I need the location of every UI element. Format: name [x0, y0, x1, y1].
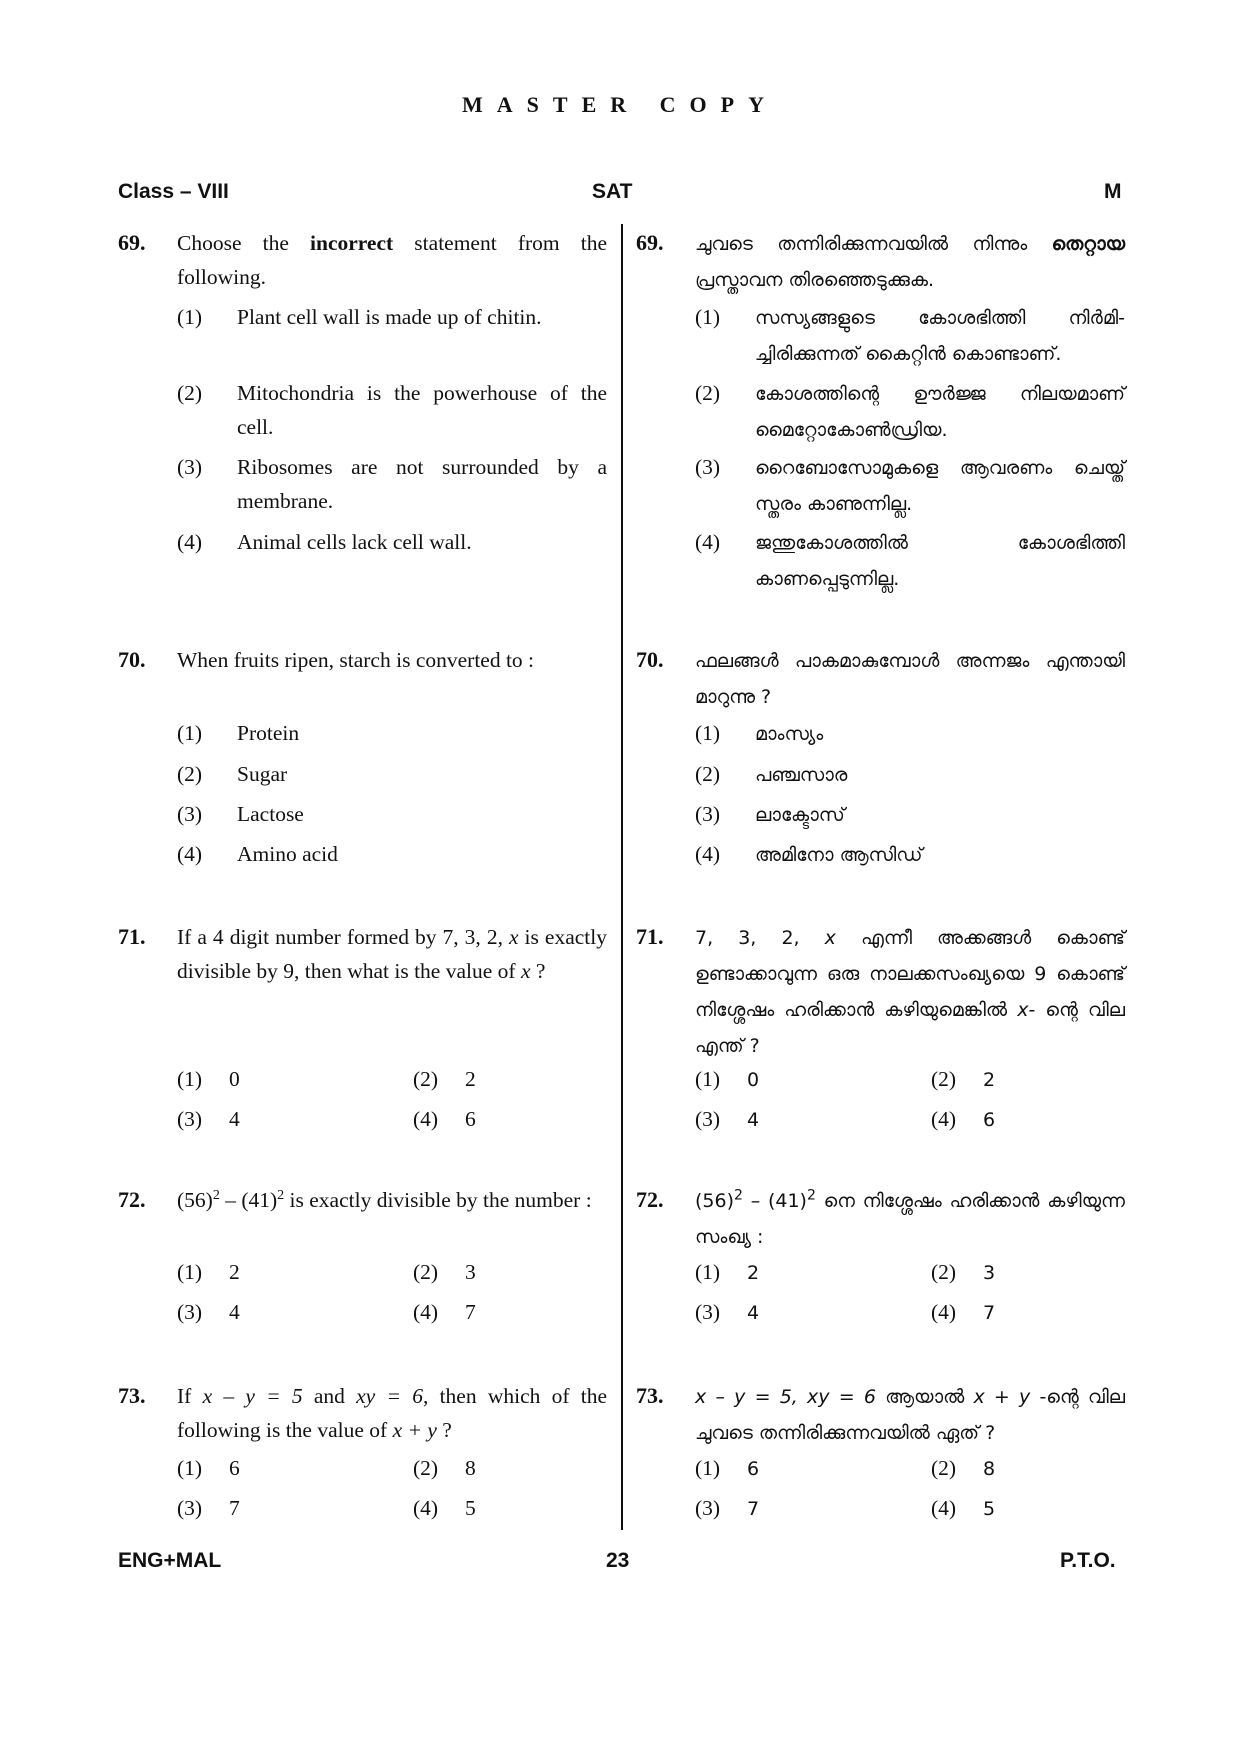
exam-label: SAT [592, 180, 633, 203]
question-stem: $(56)^2 - (41)^2$ is exactly divisible by the number : [177, 1187, 592, 1212]
question-stem: $(56)^2 - (41)^2$ നെ നിശ്ശേഷം ഹരിക്കാൻ കഴിയുന്ന സംഖ്യ : [695, 1187, 1125, 1248]
question-stem: Choose the incorrect statement from the following. [177, 231, 607, 289]
question-number: 72. [118, 1187, 146, 1212]
question-number: 69. [636, 230, 664, 255]
question-number: 71. [636, 924, 664, 949]
question-stem: If a 4 digit number formed by 7, 3, 2, x is exactly divisible by 9, then what is the value of x ? [177, 925, 607, 983]
question-number: 72. [636, 1187, 664, 1212]
question-number: 71. [118, 924, 146, 949]
question-stem: ചുവടെ തന്നിരിക്കുന്നവയിൽ നിന്നും തെറ്റായ പ്രസ്താവന തിരഞ്ഞെടുക്കുക. [695, 233, 1125, 291]
question-number: 69. [118, 230, 146, 255]
question-number: 73. [118, 1383, 146, 1408]
question-stem: 7, 3, 2, x എന്നീ അക്കങ്ങൾ കൊണ്ട് ഉണ്ടാക്കാവുന്ന ഒരു നാലക്കസംഖ്യയെ 9 കൊണ്ട് നിശ്ശേഷം ഹരിക്കാൻ കഴിയുമെങ്കിൽ x- ന്റെ വില എന്ത് ? [695, 927, 1125, 1057]
column-divider [621, 224, 623, 1530]
question-number: 70. [118, 647, 146, 672]
question-stem: ഫലങ്ങൾ പാകമാകുമ്പോൾ അന്നജം എന്തായി മാറുന്നു ? [695, 650, 1125, 708]
please-turn-over: P.T.O. [1060, 1549, 1116, 1572]
class-label: Class – VIII [118, 180, 229, 203]
language-code: ENG+MAL [118, 1549, 222, 1572]
question-stem: When fruits ripen, starch is converted to : [177, 648, 535, 672]
set-code: M [1104, 180, 1122, 203]
question-number: 73. [636, 1383, 664, 1408]
question-stem: If x – y = 5 and xy = 6, then which of the following is the value of x + y ? [177, 1384, 608, 1442]
page-number: 23 [606, 1549, 630, 1572]
question-number: 70. [636, 647, 664, 672]
master-copy-heading: MASTER COPY [462, 92, 778, 117]
question-stem: x – y = 5, xy = 6 ആയാൽ x + y -ന്റെ വില ചുവടെ തന്നിരിക്കുന്നവയിൽ ഏത് ? [695, 1386, 1126, 1444]
